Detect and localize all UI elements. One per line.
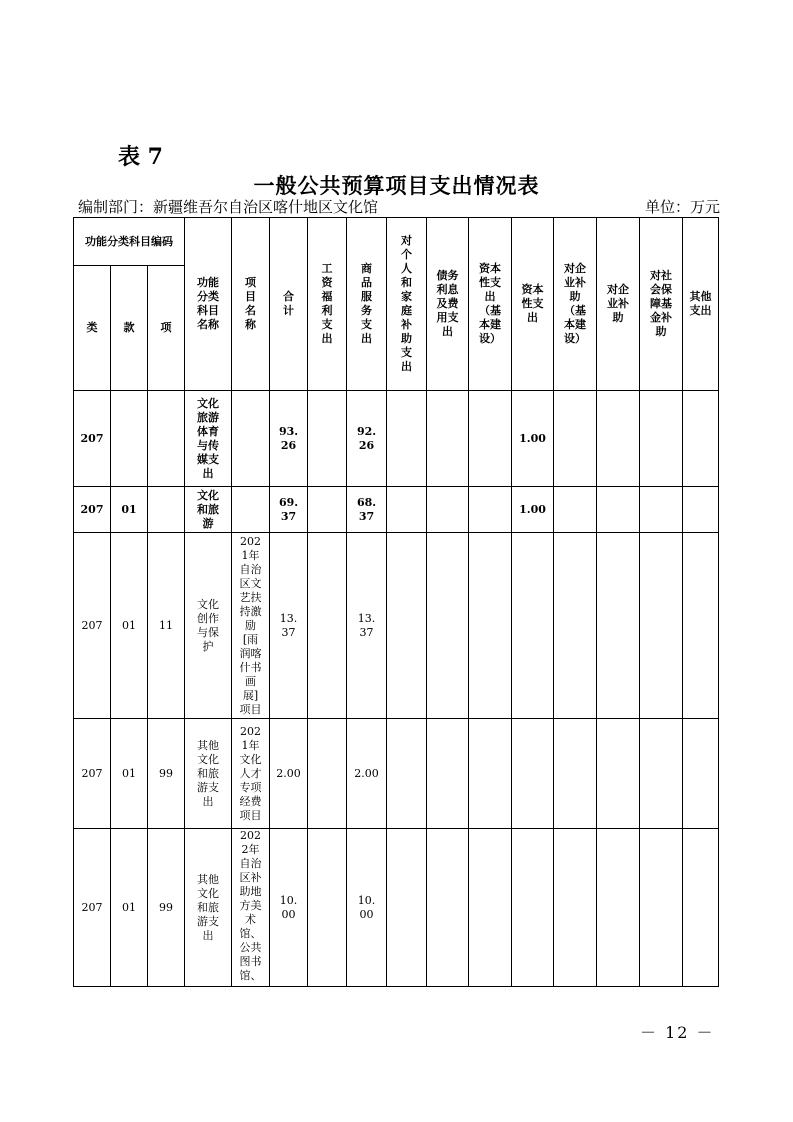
cell-enterprise [597, 719, 640, 829]
department-label: 编制部门：新疆维吾尔自治区喀什地区文化馆 [78, 198, 379, 216]
table-row [74, 533, 719, 719]
cell-xiang: 99 [148, 719, 185, 829]
cell-kuan: 01 [111, 487, 148, 533]
header-kuan: 款 [111, 266, 148, 391]
table-label: 表 7 [118, 144, 163, 170]
cell-enterprise-basic [554, 533, 597, 719]
cell-goods: 2.00 [347, 719, 387, 829]
header-total: 合计 [270, 218, 308, 391]
cell-proj-name: 2022年自治区补助地方美术馆、公共图书馆、 [232, 829, 270, 987]
cell-capital-basic [469, 829, 512, 987]
header-wages: 工资福利支出 [308, 218, 347, 391]
cell-enterprise [597, 533, 640, 719]
cell-wages [308, 829, 347, 987]
cell-kuan: 01 [111, 829, 148, 987]
cell-kuan: 01 [111, 533, 148, 719]
table-row [74, 487, 719, 533]
page-title: 一般公共预算项目支出情况表 [253, 173, 540, 198]
header-debt: 债务利息及费用支出 [427, 218, 469, 391]
cell-xiang: 11 [148, 533, 185, 719]
cell-goods: 92.26 [347, 391, 387, 487]
cell-enterprise [597, 487, 640, 533]
cell-lei: 207 [74, 829, 111, 987]
header-capital-basic: 资本性支出（基本建设） [469, 218, 512, 391]
header-social: 对社会保障基金补助 [640, 218, 683, 391]
cell-other [683, 719, 719, 829]
cell-capital: 1.00 [512, 487, 554, 533]
cell-personal [387, 829, 427, 987]
header-goods: 商品服务支出 [347, 218, 387, 391]
cell-capital-basic [469, 719, 512, 829]
cell-other [683, 487, 719, 533]
unit-label: 单位：万元 [645, 198, 721, 216]
cell-enterprise-basic [554, 719, 597, 829]
cell-capital-basic [469, 391, 512, 487]
cell-total: 10.00 [270, 829, 308, 987]
cell-func-name: 其他文化和旅游支出 [185, 719, 232, 829]
cell-capital [512, 719, 554, 829]
cell-proj-name [232, 391, 270, 487]
cell-enterprise-basic [554, 829, 597, 987]
cell-debt [427, 487, 469, 533]
cell-personal [387, 391, 427, 487]
cell-capital: 1.00 [512, 391, 554, 487]
cell-debt [427, 533, 469, 719]
header-enterprise-basic: 对企业补助（基本建设） [554, 218, 597, 391]
cell-kuan: 01 [111, 719, 148, 829]
cell-xiang [148, 391, 185, 487]
table-row [74, 719, 719, 829]
cell-enterprise [597, 829, 640, 987]
cell-capital [512, 533, 554, 719]
header-enterprise: 对企业补助 [597, 218, 640, 391]
page-number: － 12 － [640, 1023, 715, 1042]
cell-func-name: 文化和旅游 [185, 487, 232, 533]
cell-social [640, 391, 683, 487]
table-row [74, 829, 719, 987]
cell-proj-name: 2021年自治区文艺扶持激励[雨润喀什书画展]项目 [232, 533, 270, 719]
header-func-name: 功能分类科目名称 [185, 218, 232, 391]
header-proj-name: 项目名称 [232, 218, 270, 391]
cell-social [640, 487, 683, 533]
header-other: 其他支出 [683, 218, 719, 391]
cell-capital-basic [469, 533, 512, 719]
cell-kuan [111, 391, 148, 487]
cell-social [640, 829, 683, 987]
cell-lei: 207 [74, 533, 111, 719]
cell-other [683, 391, 719, 487]
table-row [74, 391, 719, 487]
cell-lei: 207 [74, 487, 111, 533]
cell-social [640, 719, 683, 829]
cell-other [683, 829, 719, 987]
cell-xiang: 99 [148, 829, 185, 987]
cell-xiang [148, 487, 185, 533]
cell-total: 2.00 [270, 719, 308, 829]
cell-wages [308, 487, 347, 533]
cell-proj-name: 2021年文化人才专项经费项目 [232, 719, 270, 829]
cell-func-name: 文化创作与保护 [185, 533, 232, 719]
cell-capital [512, 829, 554, 987]
cell-goods: 10.00 [347, 829, 387, 987]
cell-lei: 207 [74, 391, 111, 487]
header-xiang: 项 [148, 266, 185, 391]
cell-personal [387, 719, 427, 829]
cell-total: 93.26 [270, 391, 308, 487]
header-personal: 对个人和家庭补助支出 [387, 218, 427, 391]
expenditure-table [73, 217, 719, 987]
cell-debt [427, 719, 469, 829]
cell-enterprise [597, 391, 640, 487]
cell-goods: 13.37 [347, 533, 387, 719]
cell-debt [427, 391, 469, 487]
cell-debt [427, 829, 469, 987]
cell-func-name: 其他文化和旅游支出 [185, 829, 232, 987]
cell-wages [308, 719, 347, 829]
cell-personal [387, 487, 427, 533]
cell-goods: 68.37 [347, 487, 387, 533]
cell-other [683, 533, 719, 719]
header-func-code: 功能分类科目编码 [74, 218, 185, 266]
cell-func-name: 文化旅游体育与传媒支出 [185, 391, 232, 487]
cell-enterprise-basic [554, 487, 597, 533]
cell-lei: 207 [74, 719, 111, 829]
header-capital: 资本性支出 [512, 218, 554, 391]
cell-personal [387, 533, 427, 719]
cell-total: 69.37 [270, 487, 308, 533]
cell-total: 13.37 [270, 533, 308, 719]
cell-capital-basic [469, 487, 512, 533]
cell-wages [308, 533, 347, 719]
header-lei: 类 [74, 266, 111, 391]
cell-enterprise-basic [554, 391, 597, 487]
cell-proj-name [232, 487, 270, 533]
cell-wages [308, 391, 347, 487]
cell-social [640, 533, 683, 719]
